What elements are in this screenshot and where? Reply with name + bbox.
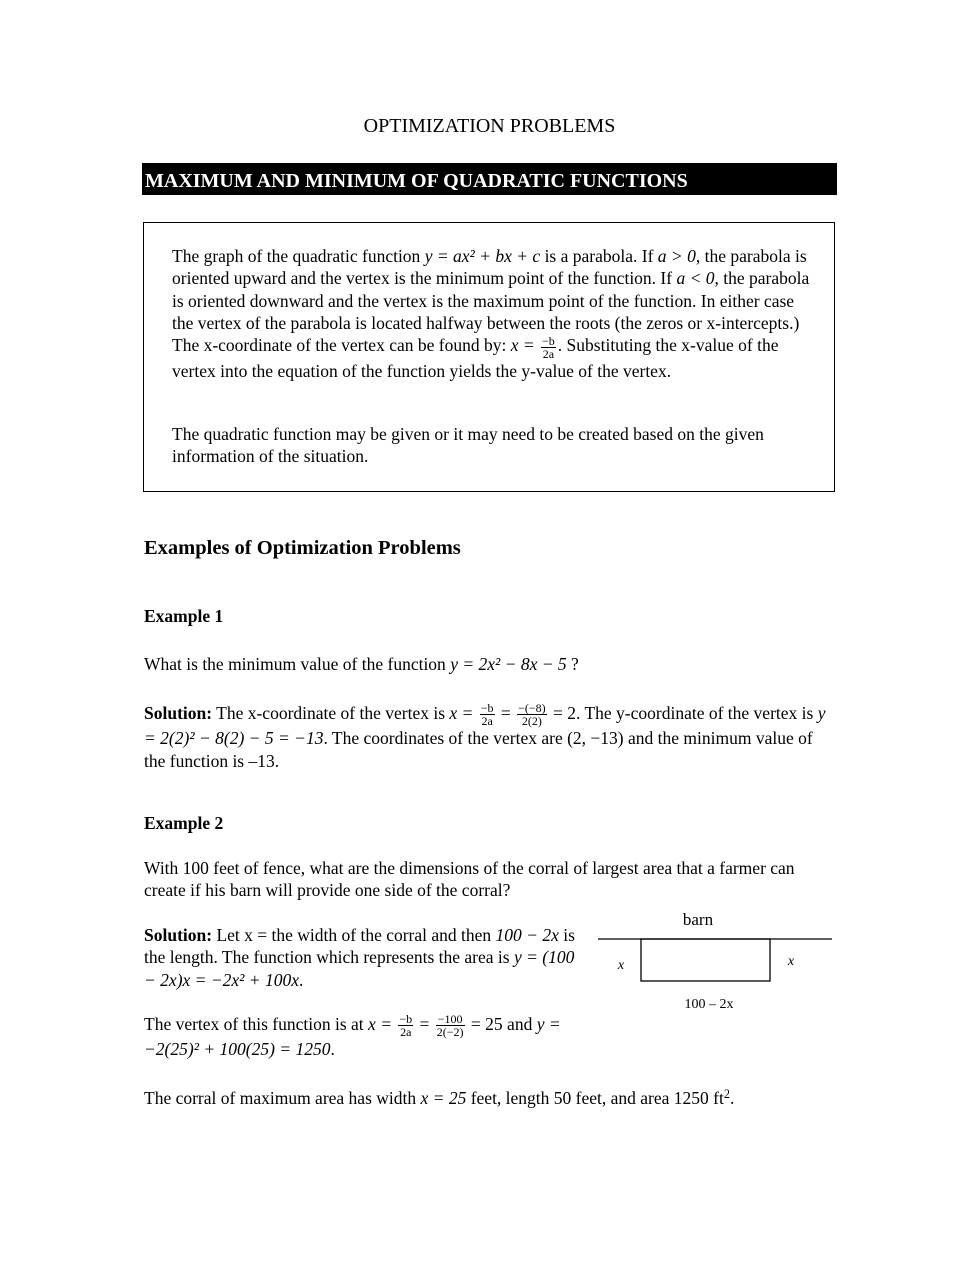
equals: = [419,1014,430,1034]
section-heading: MAXIMUM AND MINIMUM OF QUADRATIC FUNCTIONS [142,163,837,195]
text: and [502,1014,537,1034]
info-paragraph-2: The quadratic function may be given or it may need to be created based on the given information of the situation. [172,424,764,467]
right-side-label: x [787,954,795,969]
equation: x = [510,335,535,356]
info-paragraph-1 [172,245,812,382]
denominator: 2(2) [521,714,542,729]
superscript: 2 [723,1086,730,1101]
equation: y = ax² + bx + c [424,246,541,266]
equation: = 2 [553,703,577,723]
example-2-vertex [144,1013,584,1061]
denominator: 2a [481,714,493,729]
equation: x = [368,1014,392,1034]
numerator: −b [542,333,555,348]
equation: a < 0 [676,268,715,289]
text: . [729,1088,735,1108]
solution-label: Solution: [144,925,213,945]
numerator: −100 [437,1012,463,1027]
fraction [436,1013,465,1038]
text: . [330,1039,335,1060]
denominator: 2a [400,1025,412,1040]
equation: y = 2(2)² − 8(2) − 5 = −13 [144,703,826,749]
text: . The y-coordinate of the vertex is [576,703,818,723]
text: . The coordinates of the vertex are [323,728,568,749]
text: The x-coordinate of the vertex is [212,703,450,723]
equation: x = 25 [420,1088,467,1108]
text: The corral of maximum area has width [144,1088,421,1108]
left-side-label: x [617,958,625,973]
fraction [517,702,547,727]
text: Let x = the width of the corral and then [212,925,496,945]
example-1-solution [144,702,834,772]
text: is the length. The function which represents the area is [144,925,575,968]
fraction [398,1013,413,1038]
example-1-question [144,654,579,675]
equation: y = (100 − 2x)x = −2x² + 100x [144,947,575,990]
examples-heading: Examples of Optimization Problems [144,537,461,559]
equation: x = [449,703,474,723]
fraction [480,702,495,727]
example-2-conclusion [144,1087,834,1109]
bottom-label: 100 – 2x [684,997,734,1012]
text: What is the minimum value of the function [144,654,446,674]
text: . [299,969,304,990]
text: , the parabola is oriented upward and the vertex is the minimum point of the function. If [172,246,807,289]
corral-rect [641,939,770,981]
numerator: −b [480,701,494,716]
text: feet, length 50 feet, and area 1250 ft [466,1088,724,1108]
page-title: OPTIMIZATION PROBLEMS [363,115,616,137]
example-1-heading: Example 1 [144,606,224,626]
corral-diagram [596,905,836,1020]
equals: = [500,703,511,723]
equation: a > 0 [657,246,696,266]
denominator: 2a [542,346,555,361]
text: The graph of the quadratic function [172,246,421,266]
equation: = 25 [470,1014,503,1034]
equation: 100 − 2x [495,925,559,945]
example-2-question: With 100 feet of fence, what are the dimensions of the corral of largest area that a farmer can create if his barn will provide one side of the corral? [144,858,795,901]
numerator: −(−8) [518,701,546,716]
equation: y = 2x² − 8x − 5 [450,654,567,674]
example-2-heading: Example 2 [144,813,224,833]
vertex-fraction [541,335,556,360]
text: . Substituting the x-value of the vertex into the equation of the function yields the y-value of the vertex. [172,335,779,381]
example-2-solution [144,924,584,991]
text: is a parabola. If [540,246,658,266]
text: , the parabola is oriented downward and the vertex is the maximum point of the function. In either case the vertex of the parabola is located halfway between the roots (the zeros or x-intercepts.) The x-coordinate of the vertex can be found by: [172,268,810,356]
text: The vertex of this function is at [144,1014,369,1034]
text: and the minimum value of the function is –13. [144,728,813,771]
solution-label: Solution: [144,703,213,723]
denominator: 2(−2) [436,1025,464,1040]
text: ? [566,654,579,674]
equation: y = −2(25)² + 100(25) = 1250 [144,1014,561,1060]
equation: (2, −13) [567,728,624,749]
barn-label: barn [682,910,714,929]
numerator: −b [399,1012,413,1027]
